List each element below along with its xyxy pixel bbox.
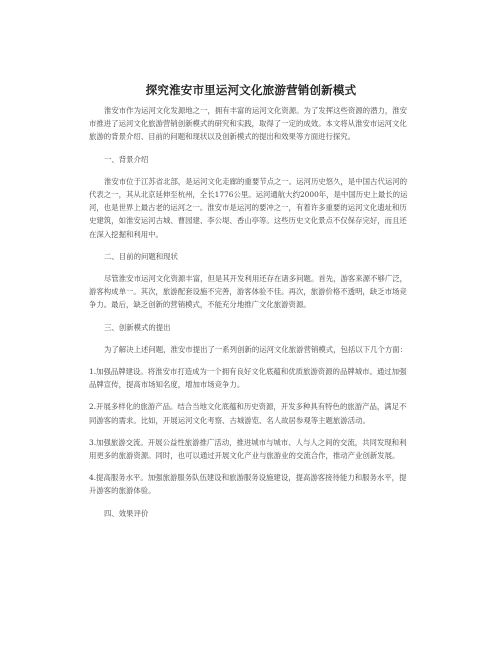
list-item-service: 4.提高服务水平。加强旅游服务队伍建设和旅游服务设施建设，提高游客接待能力和服务水平，提升游客的旅游体验。 <box>89 473 407 496</box>
document-body <box>89 104 413 529</box>
list-item-exchange: 3.加强旅游交流。开展公益性旅游推广活动，推进城市与城市、人与人之间的交流，共同发现和利用更多的旅游资源。同时，也可以通过开展文化产业与旅游业的交流合作，推动产业创新发展。 <box>89 437 407 461</box>
document-title: 探究淮安市里运河文化旅游营销创新模式 <box>145 83 357 97</box>
innovation-intro-paragraph: 为了解决上述问题，淮安市提出了一系列创新的运河文化旅游营销模式，包括以下几个方面： <box>104 344 408 354</box>
section-heading-innovation: 三、创新模式的提出 <box>104 322 171 332</box>
background-paragraph: 淮安市位于江苏省北部，是运河文化走廊的重要节点之一。运河历史悠久，是中国古代运河的代表之一，其从北京延伸至杭州，全长1776公里。运河通航大约2000年，是中国历史上最长的运河，也是世界上最古老的运河之一。淮安市是运河的要冲之一，有着许多重要的运河文化遗址和历史建筑，如淮安运河古城、曹园建、李公堤、香山亭等。这些历史文化景点不仅保存完好，而且还在深入挖掘和利用中。 <box>89 176 408 239</box>
section-heading-problems: 二、目前的问题和现状 <box>104 251 178 261</box>
list-item-products: 2.开展多样化的旅游产品。结合当地文化底蕴和历史资源，开发多种具有特色的旅游产品，满足不同游客的需求。比如，开展运河文化考察、古城游览、名人故居参观等主题旅游活动。 <box>89 402 407 425</box>
section-heading-evaluation: 四、效果评价 <box>104 508 149 518</box>
intro-paragraph: 淮安市作为运河文化发源地之一，拥有丰富的运河文化资源。为了发挥这些资源的潜力，淮安市推进了运河文化旅游营销创新模式的研究和实践，取得了一定的成效。本文将从淮安市运河文化旅游的背景介绍、目前的问题和现状以及创新模式的提出和效果等方面进行探究。 <box>89 106 408 142</box>
section-heading-background: 一、背景介绍 <box>104 154 149 164</box>
list-item-brand: 1.加强品牌建设。将淮安市打造成为一个拥有良好文化底蕴和优质旅游资源的品牌城市。通过加强品牌宣传，提高市场知名度，增加市场竞争力。 <box>89 367 407 390</box>
problems-paragraph: 尽管淮安市运河文化资源丰富，但是其开发利用还存在诸多问题。首先，游客来源不够广泛，游客构成单一。其次，旅游配套设施不完善，游客体验不佳。再次，旅游价格不透明，缺乏市场竞争力。最后，缺乏创新的营销模式，不能充分地推广文化旅游资源。 <box>89 274 408 310</box>
